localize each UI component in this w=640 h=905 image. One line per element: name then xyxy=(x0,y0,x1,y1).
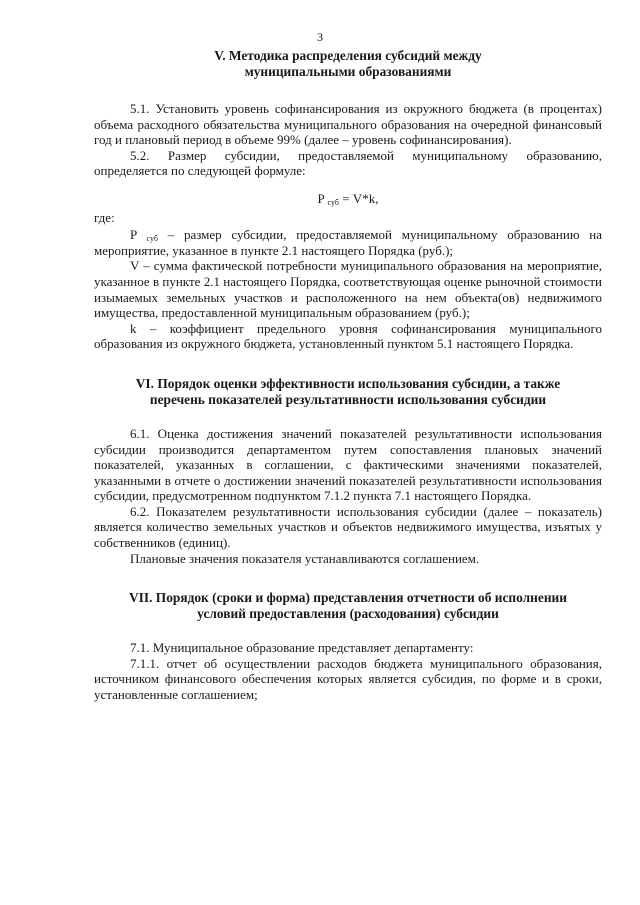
section-5-title-line1: V. Методика распределения субсидий между xyxy=(214,48,482,63)
paragraph-6-1: 6.1. Оценка достижения значений показателей результативности использования субсидии производится департаментом путем сопоставления плановых значений показателей, указанных в соглашении, с фактическими значениями показателей, указанными в отчете о достижении значений показателей результативности использования субсидии, предусмотренном подпунктом 7.1.2 пункта 7.1 настоящего Порядка. xyxy=(94,425,602,504)
subsidy-formula xyxy=(94,191,602,207)
formula-expression: = V*k, xyxy=(338,190,379,206)
definition-p-subscript: суб xyxy=(146,234,158,244)
section-5-title-line2: муниципальными образованиями xyxy=(244,64,452,79)
definition-v: V – сумма фактической потребности муниципального образования на мероприятие, указанное в пункте 2.1 настоящего Порядка, соответствующая оценке рыночной стоимости изымаемых земельных участков и расположенного на нем объекта(ов) недвижимого имущества, предоставленной муниципальным образованием (руб.); xyxy=(94,258,602,321)
definition-k: k – коэффициент предельного уровня софинансирования муниципального образования из окружного бюджета, установленный пунктом 5.1 настоящего Порядка. xyxy=(94,320,602,352)
formula-symbol: P xyxy=(317,190,325,206)
paragraph-5-1: 5.1. Установить уровень софинансирования из окружного бюджета (в процентах) объема расходного обязательства муниципального образования на очередной финансовый год и плановый период в объеме 99% (далее – уровень софинансирования). xyxy=(94,101,602,148)
paragraph-6-2: 6.2. Показателем результативности использования субсидии (далее – показатель) является количество земельных участков и объектов недвижимого имущества, изъятых у собственников (единиц). xyxy=(94,503,602,551)
section-5-heading xyxy=(94,48,602,80)
page-number: 3 xyxy=(317,30,323,44)
section-7-title-line2: условий предоставления (расходования) субсидии xyxy=(197,606,499,622)
section-6-title-line1: VI. Порядок оценки эффективности использования субсидии, а также xyxy=(135,375,561,391)
section-7-title-line1: VII. Порядок (сроки и форма) представления отчетности об исполнении xyxy=(129,590,567,606)
section-6-title-line2: перечень показателей результативности использования субсидии xyxy=(149,391,547,407)
paragraph-7-1-1: 7.1.1. отчет об осуществлении расходов бюджета муниципального образования, источником финансового обеспечения которых является субсидия, по форме и в сроки, установленные соглашением; xyxy=(94,655,602,703)
where-label: где: xyxy=(94,209,115,225)
section-6-heading xyxy=(94,376,602,408)
paragraph-5-2: 5.2. Размер субсидии, предоставляемой муниципальному образованию, определяется по следующей формуле: xyxy=(94,147,602,179)
definition-p-text: – размер субсидии, предоставляемой муниципальному образованию на мероприятие, указанное в пункте 2.1 настоящего Порядка (руб.); xyxy=(94,227,603,258)
section-7-heading xyxy=(94,590,602,622)
formula-subscript: суб xyxy=(327,197,339,207)
document-body xyxy=(94,48,602,703)
definition-p-symbol: P xyxy=(130,227,137,243)
definition-p-sub xyxy=(94,227,602,258)
paragraph-7-1: 7.1. Муниципальное образование представляет департаменту: xyxy=(130,640,474,656)
paragraph-6-3: Плановые значения показателя устанавливаются соглашением. xyxy=(130,550,480,566)
